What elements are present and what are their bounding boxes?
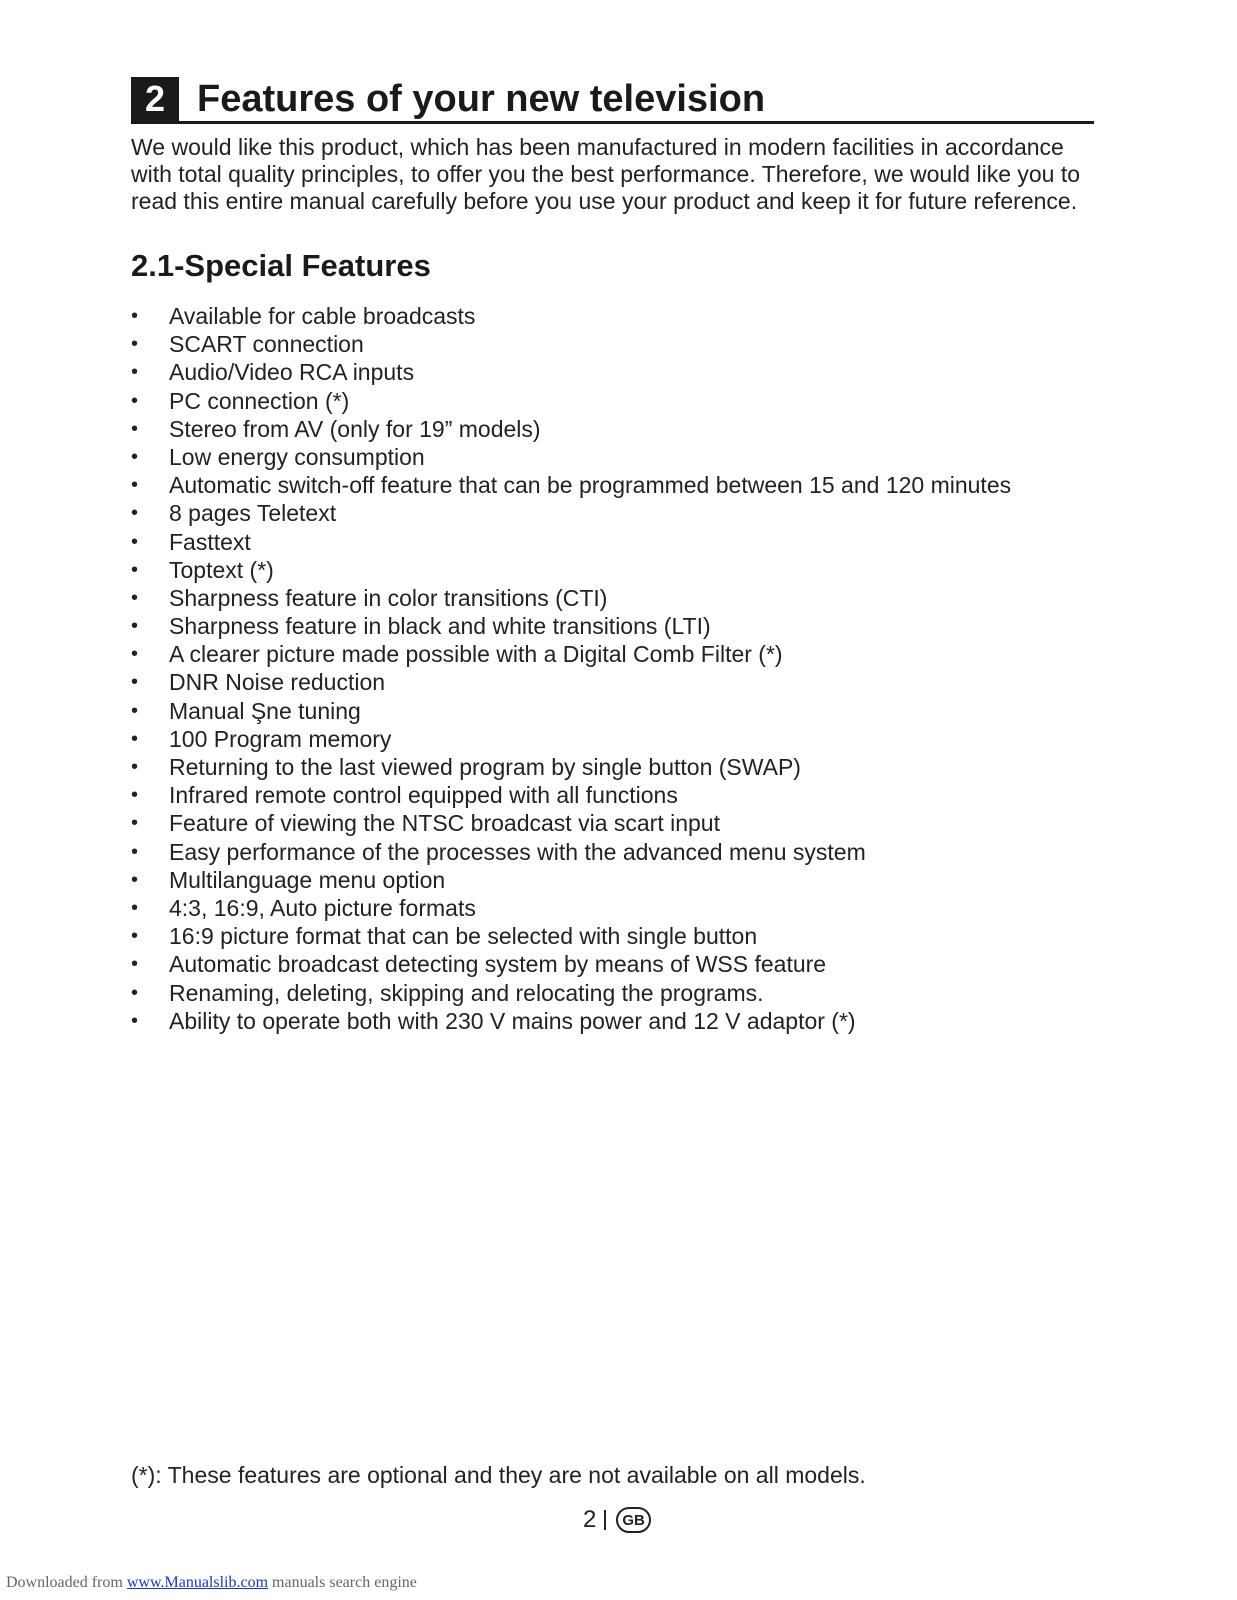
feature-text: Ability to operate both with 230 V mains power and 12 V adaptor (*) — [169, 1007, 856, 1034]
feature-text: SCART connection — [169, 331, 364, 358]
intro-paragraph — [131, 134, 1101, 215]
bullet-icon: • — [131, 558, 139, 581]
list-item — [131, 528, 1011, 556]
intro-line: We would like this product, which has been manufactured in modern facilities in accordance — [131, 134, 1064, 160]
bullet-icon: • — [131, 671, 139, 694]
feature-text: Available for cable broadcasts — [169, 303, 476, 329]
bullet-icon: • — [131, 502, 139, 525]
list-item — [131, 387, 1011, 415]
list-item — [131, 556, 1011, 584]
bullet-icon: • — [131, 615, 139, 638]
bullet-icon: • — [131, 333, 139, 356]
list-item — [131, 866, 1011, 894]
bullet-icon: • — [131, 840, 139, 863]
chapter-header — [131, 75, 1094, 124]
feature-text: Manual Şne tuning — [169, 697, 361, 724]
list-item — [131, 753, 1011, 781]
bullet-icon: • — [131, 389, 139, 412]
list-item — [131, 894, 1011, 922]
feature-text: 8 pages Teletext — [169, 500, 337, 527]
bullet-icon: • — [131, 981, 139, 1004]
list-item — [131, 781, 1011, 809]
feature-text: DNR Noise reduction — [169, 669, 386, 696]
feature-text: Feature of viewing the NTSC broadcast via scart input — [169, 810, 720, 837]
bullet-icon: • — [131, 530, 139, 553]
bullet-icon: • — [131, 896, 139, 919]
download-credit — [6, 1574, 417, 1592]
manualslib-link[interactable]: www.Manualslib.com — [126, 1574, 269, 1591]
chapter-title: Features of your new television — [197, 78, 766, 120]
list-item — [131, 922, 1011, 950]
list-item — [131, 1007, 1011, 1035]
bullet-icon: • — [131, 784, 139, 807]
page-footer — [583, 1505, 651, 1535]
intro-line: read this entire manual carefully before you use your product and keep it for future reference. — [131, 188, 1078, 214]
feature-text: A clearer picture made possible with a Digital Comb Filter (*) — [169, 641, 783, 668]
feature-text: Infrared remote control equipped with all functions — [169, 782, 678, 809]
feature-text: Renaming, deleting, skipping and relocating the programs. — [169, 979, 764, 1006]
feature-text: 16:9 picture format that can be selected with single button — [169, 923, 758, 950]
list-item — [131, 302, 1011, 330]
bullet-icon: • — [131, 727, 139, 750]
section-title: 2.1-Special Features — [131, 248, 431, 283]
feature-list — [131, 302, 1011, 1035]
list-item — [131, 471, 1011, 499]
bullet-icon: • — [131, 953, 139, 976]
bullet-icon: • — [131, 812, 139, 835]
bullet-icon: • — [131, 586, 139, 609]
bullet-icon: • — [131, 474, 139, 497]
feature-text: Easy performance of the processes with the advanced menu system — [169, 838, 866, 865]
feature-text: Fasttext — [169, 528, 251, 555]
list-item — [131, 640, 1011, 668]
bullet-icon: • — [131, 417, 139, 440]
list-item — [131, 612, 1011, 640]
bullet-icon: • — [131, 1009, 139, 1032]
footnote: (*): These features are optional and they are not available on all models. — [131, 1462, 866, 1488]
feature-text: PC connection (*) — [169, 387, 350, 414]
feature-text: Sharpness feature in color transitions (CTI) — [169, 584, 608, 611]
feature-text: Automatic broadcast detecting system by means of WSS feature — [169, 951, 827, 978]
bullet-icon: • — [131, 756, 139, 778]
feature-text: Low energy consumption — [169, 443, 425, 470]
list-item — [131, 979, 1011, 1007]
list-item — [131, 415, 1011, 443]
download-prefix: Downloaded from — [6, 1574, 127, 1591]
list-item — [131, 725, 1011, 753]
feature-text: 100 Program memory — [169, 725, 392, 752]
feature-text: Stereo from AV (only for 19” models) — [169, 415, 541, 442]
list-item — [131, 499, 1011, 527]
chapter-number-badge: 2 — [131, 77, 179, 121]
list-item — [131, 950, 1011, 978]
page-number: 2 — [583, 1506, 597, 1533]
bullet-icon: • — [131, 361, 139, 384]
feature-text: Returning to the last viewed program by single button (SWAP) — [169, 754, 801, 780]
bullet-icon: • — [131, 868, 139, 891]
bullet-icon: • — [131, 925, 139, 948]
bullet-icon: • — [131, 305, 139, 327]
bullet-icon: • — [131, 699, 139, 722]
list-item — [131, 809, 1011, 837]
intro-line: with total quality principles, to offer you the best performance. Therefore, we would like you to — [131, 161, 1081, 187]
list-item — [131, 358, 1011, 386]
list-item — [131, 697, 1011, 725]
list-item — [131, 330, 1011, 358]
list-item — [131, 838, 1011, 866]
feature-text: Multilanguage menu option — [169, 866, 446, 893]
feature-text: Automatic switch-off feature that can be programmed between 15 and 120 minutes — [169, 472, 1012, 499]
footer-separator — [604, 1510, 606, 1530]
list-item — [131, 668, 1011, 696]
bullet-icon: • — [131, 643, 139, 666]
feature-text: Audio/Video RCA inputs — [169, 359, 415, 386]
bullet-icon: • — [131, 445, 139, 468]
list-item — [131, 584, 1011, 612]
feature-text: 4:3, 16:9, Auto picture formats — [169, 894, 476, 921]
feature-text: Sharpness feature in black and white transitions (LTI) — [169, 613, 711, 640]
region-badge: GB — [616, 1507, 651, 1533]
feature-text: Toptext (*) — [169, 556, 274, 583]
download-suffix: manuals search engine — [268, 1574, 417, 1591]
list-item — [131, 443, 1011, 471]
